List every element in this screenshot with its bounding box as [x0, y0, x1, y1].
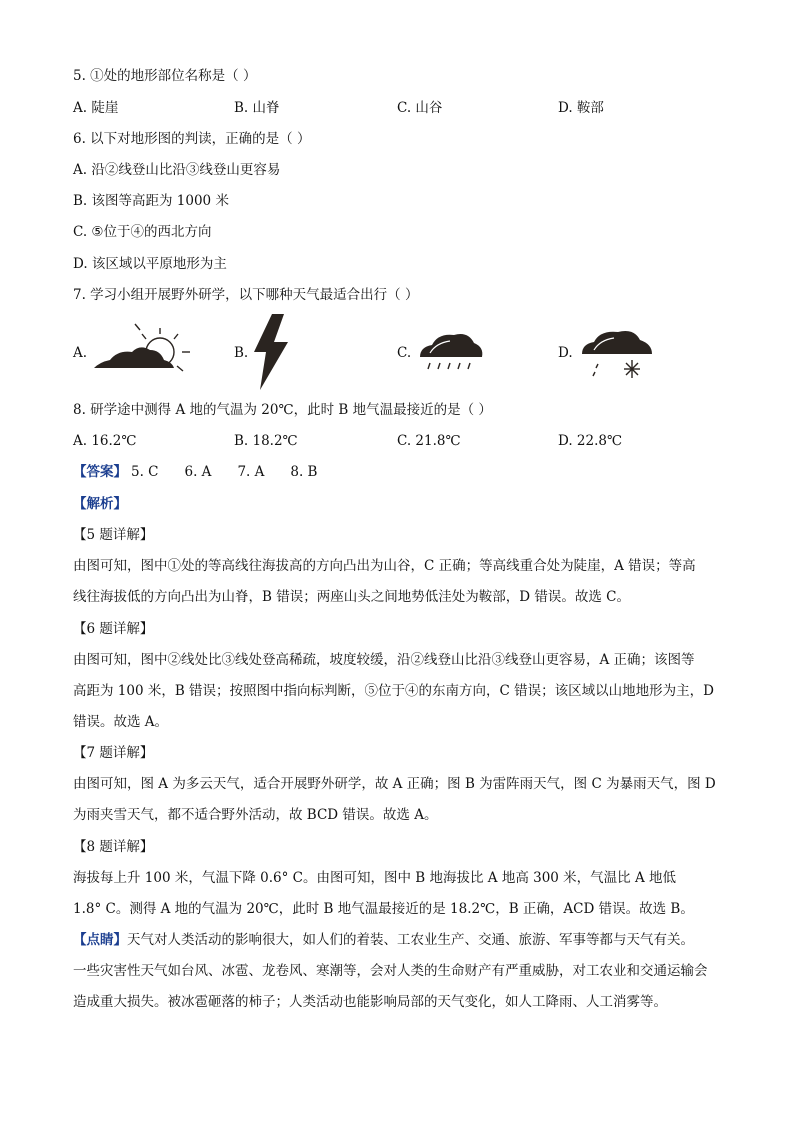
q7-label-a[interactable]: A.	[73, 345, 88, 361]
q5-option-a[interactable]: A. 陡崖	[73, 100, 119, 116]
detail-6-line: 高距为 100 米，B 错误；按照图中指向标判断，⑤位于④的东南方向，C 错误；该区域以山地地形为主，D	[73, 683, 715, 699]
q7-label-d[interactable]: D.	[558, 345, 573, 361]
heavy-rain-icon	[416, 325, 486, 375]
q5-option-d[interactable]: D. 鞍部	[558, 100, 604, 116]
answer-tag: 【答案】	[73, 464, 127, 480]
analysis-tag-label: 【解析】	[73, 496, 127, 512]
q8-option-a[interactable]: A. 16.2℃	[73, 433, 137, 449]
q7-stem: 7. 学习小组开展野外研学，以下哪种天气最适合出行（ ）	[73, 287, 419, 303]
q6-option-b[interactable]: B. 该图等高距为 1000 米	[73, 193, 229, 209]
answer-item: 8. B	[290, 464, 318, 480]
answer-item: 6. A	[184, 464, 212, 480]
detail-5-line: 由图可知，图中①处的等高线往海拔高的方向凸出为山谷，C 正确；等高线重合处为陡崖，A 错误；等高	[73, 558, 696, 574]
q6-option-c[interactable]: C. ⑤位于④的西北方向	[73, 224, 212, 240]
sleet-icon	[578, 322, 658, 382]
detail-6-line: 错误。故选 A。	[73, 714, 169, 730]
q6-option-a[interactable]: A. 沿②线登山比沿③线登山更容易	[73, 162, 281, 178]
answer-line	[73, 462, 339, 482]
detail-8-line: 海拔每上升 100 米，气温下降 0.6° C。由图可知，图中 B 地海拔比 A 地高 300 米，气温比 A 地低	[73, 870, 676, 886]
tip-line: 造成重大损失。被冰雹砸落的柿子；人类活动也能影响局部的天气变化，如人工降雨、人工消雾等。	[73, 994, 667, 1010]
tip-text: 天气对人类活动的影响很大，如人们的着装、工农业生产、交通、旅游、军事等都与天气有关。	[127, 932, 694, 948]
detail-8-heading: 【8 题详解】	[73, 839, 154, 855]
q8-option-b[interactable]: B. 18.2℃	[234, 433, 298, 449]
partly-cloudy-icon	[90, 320, 200, 375]
q6-stem: 6. 以下对地形图的判读，正确的是（ ）	[73, 131, 311, 147]
tip-line	[73, 930, 694, 950]
detail-5-heading: 【5 题详解】	[73, 527, 154, 543]
q7-label-b[interactable]: B.	[234, 345, 249, 361]
q8-option-c[interactable]: C. 21.8℃	[397, 433, 461, 449]
tip-line: 一些灾害性天气如台风、冰雹、龙卷风、寒潮等，会对人类的生命财产有严重威胁，对工农业和交通运输会	[73, 963, 708, 979]
analysis-tag	[73, 494, 127, 514]
q5-option-b[interactable]: B. 山脊	[234, 100, 280, 116]
q8-stem: 8. 研学途中测得 A 地的气温为 20℃，此时 B 地气温最接近的是（ ）	[73, 402, 492, 418]
detail-6-line: 由图可知，图中②线处比③线处登高稀疏，坡度较缓，沿②线登山比沿③线登山更容易，A 正确；该图等	[73, 652, 695, 668]
detail-5-line: 线往海拔低的方向凸出为山脊，B 错误；两座山头之间地势低洼处为鞍部，D 错误。故选 C。	[73, 589, 630, 605]
detail-8-line: 1.8° C。测得 A 地的气温为 20℃，此时 B 地气温最接近的是 18.2℃，B 正确，ACD 错误。故选 B。	[73, 901, 694, 917]
detail-7-heading: 【7 题详解】	[73, 745, 154, 761]
q6-option-d[interactable]: D. 该区域以平原地形为主	[73, 256, 227, 272]
detail-7-line: 为雨夹雪天气，都不适合野外活动，故 BCD 错误。故选 A。	[73, 807, 438, 823]
q8-option-d[interactable]: D. 22.8℃	[558, 433, 623, 449]
answer-item: 7. A	[237, 464, 265, 480]
tip-tag: 【点睛】	[73, 932, 127, 948]
answer-item: 5. C	[131, 464, 159, 480]
q5-option-c[interactable]: C. 山谷	[397, 100, 443, 116]
detail-7-line: 由图可知，图 A 为多云天气，适合开展野外研学，故 A 正确；图 B 为雷阵雨天气，图 C 为暴雨天气，图 D	[73, 776, 716, 792]
q5-stem: 5. ①处的地形部位名称是（ ）	[73, 68, 257, 84]
detail-6-heading: 【6 题详解】	[73, 621, 154, 637]
q7-label-c[interactable]: C.	[397, 345, 412, 361]
thunderstorm-icon	[252, 314, 292, 390]
